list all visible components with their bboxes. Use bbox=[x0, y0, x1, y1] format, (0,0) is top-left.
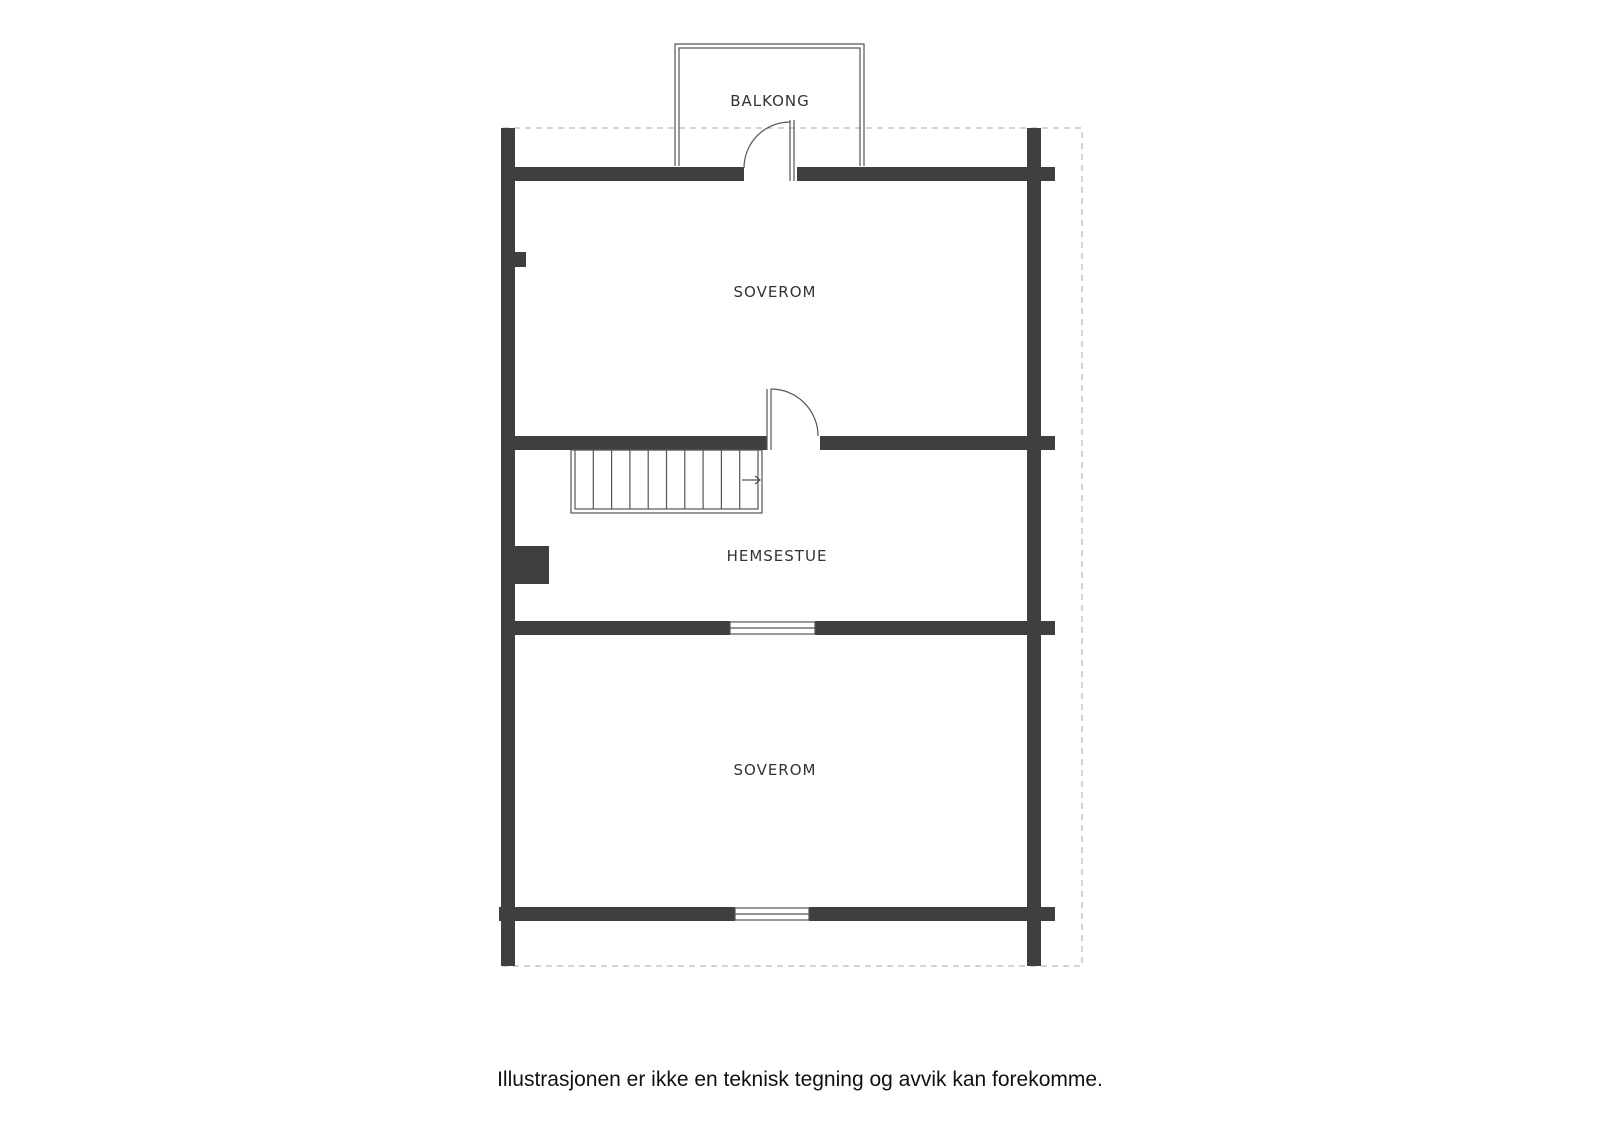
wall-right bbox=[1027, 128, 1041, 966]
room-label-bedroom-bottom: SOVEROM bbox=[733, 761, 817, 779]
stair-direction-arrow bbox=[742, 476, 760, 484]
staircase bbox=[571, 450, 762, 513]
wall-bottom-left bbox=[499, 907, 735, 921]
wall-mid-upper-left bbox=[501, 436, 767, 450]
room-label-bedroom-top: SOVEROM bbox=[733, 283, 817, 301]
wall-mid-lower-left bbox=[501, 621, 730, 635]
wall-stub bbox=[515, 252, 526, 267]
interior-walls bbox=[501, 436, 1055, 635]
disclaimer-text: Illustrasjonen er ikke en teknisk tegning og avvik kan forekomme. bbox=[497, 1068, 1103, 1091]
door-bedroom-top bbox=[767, 389, 818, 450]
chimney bbox=[515, 546, 549, 584]
door-balcony bbox=[744, 120, 794, 181]
wall-left bbox=[501, 128, 515, 966]
wall-mid-upper-right bbox=[820, 436, 1055, 450]
wall-mid-lower-right bbox=[815, 621, 1055, 635]
window-middle bbox=[730, 622, 815, 634]
room-label-balcony: BALKONG bbox=[730, 92, 810, 110]
wall-top-right bbox=[797, 167, 1055, 181]
wall-top-left bbox=[501, 167, 744, 181]
window-bottom bbox=[735, 908, 809, 920]
wall-bottom-right bbox=[809, 907, 1055, 921]
room-label-loft-living: HEMSESTUE bbox=[726, 547, 828, 565]
